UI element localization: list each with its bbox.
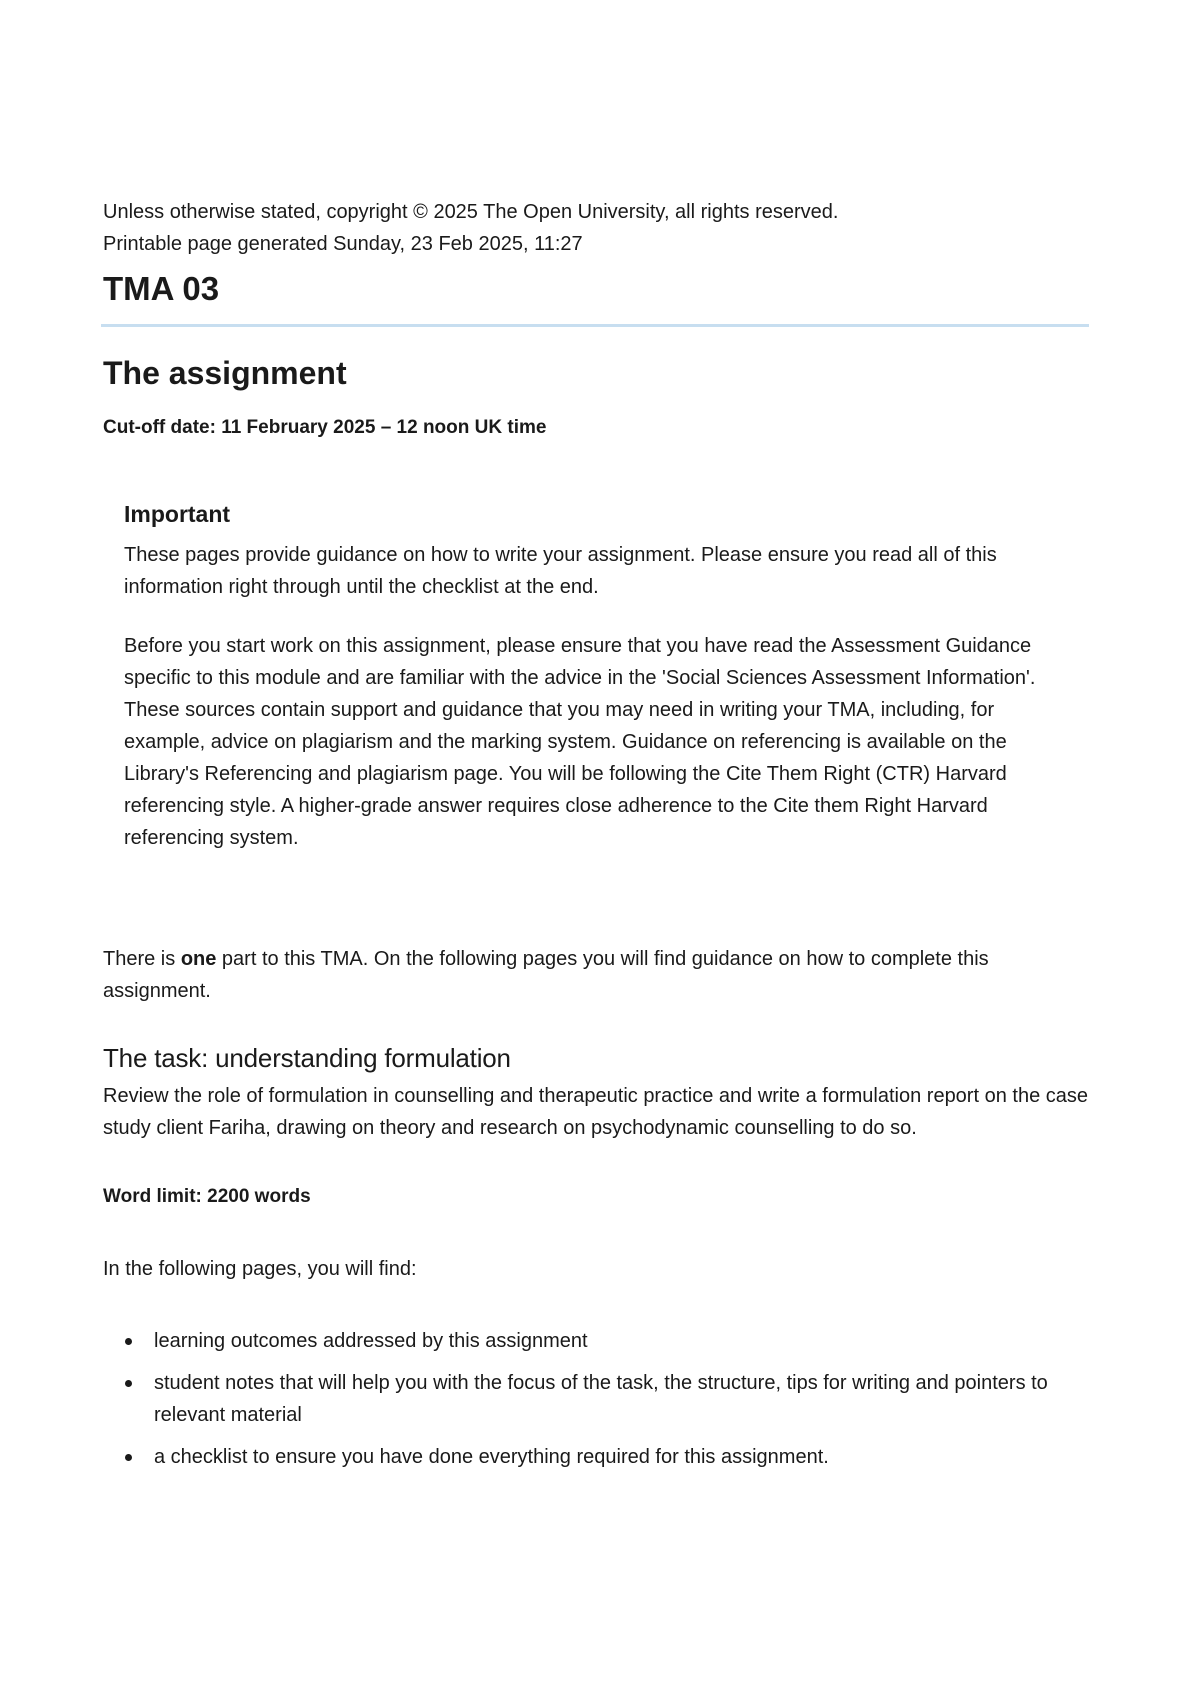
list-item [103,1325,1093,1357]
list-intro: In the following pages, you will find: [103,1258,417,1280]
task-description: Review the role of formulation in counselling and therapeutic practice and write a formulation report on the case study client Fariha, drawing on theory and research on psychodynamic counselling to do so. [103,1085,1088,1139]
parts-text-after: part to this TMA. On the following pages you will find guidance on how to complete this assignment. [103,948,989,1002]
list-item-text: student notes that will help you with the focus of the task, the structure, tips for writing and pointers to relevant material [154,1372,1048,1426]
word-limit: Word limit: 2200 words [103,1186,311,1207]
parts-count-bold: one [180,948,217,970]
generated-timestamp: Printable page generated Sunday, 23 Feb 2025, 11:27 [103,233,583,255]
document-title: TMA 03 [103,270,220,307]
list-item [103,1367,1093,1431]
important-paragraph-1: These pages provide guidance on how to write your assignment. Please ensure you read all of this information right through until the checklist at the end. [124,544,997,598]
section-heading-assignment: The assignment [103,355,347,391]
guidance-list [103,1325,1093,1473]
list-item-text: learning outcomes addressed by this assignment [154,1330,588,1352]
copyright-notice: Unless otherwise stated, copyright © 2025 The Open University, all rights reserved. [103,201,839,223]
cutoff-date: Cut-off date: 11 February 2025 – 12 noon UK time [103,417,547,438]
important-paragraph-2: Before you start work on this assignment, please ensure that you have read the Assessment Guidance specific to this module and are familiar with the advice in the 'Social Sciences Assessment Information'. These sources contain support and guidance that you may need in writing your TMA, including, for example, advice on plagiarism and the marking system. Guidance on referencing is available on the Library's Referencing and plagiarism page. You will be following the Cite Them Right (CTR) Harvard referencing style. A higher-grade answer requires close adherence to the Cite them Right Harvard referencing system. [124,635,1036,849]
parts-text-before: There is [103,948,181,970]
title-divider [101,324,1089,327]
task-heading: The task: understanding formulation [103,1043,511,1073]
bullet-icon [125,1454,132,1461]
document-page [103,196,1093,1483]
list-item-text: a checklist to ensure you have done everything required for this assignment. [154,1446,829,1468]
bullet-icon [125,1380,132,1387]
important-notice-box [124,497,1074,854]
bullet-icon [125,1338,132,1345]
important-heading: Important [124,501,231,527]
parts-paragraph [103,943,1093,1007]
list-item [103,1441,1093,1473]
